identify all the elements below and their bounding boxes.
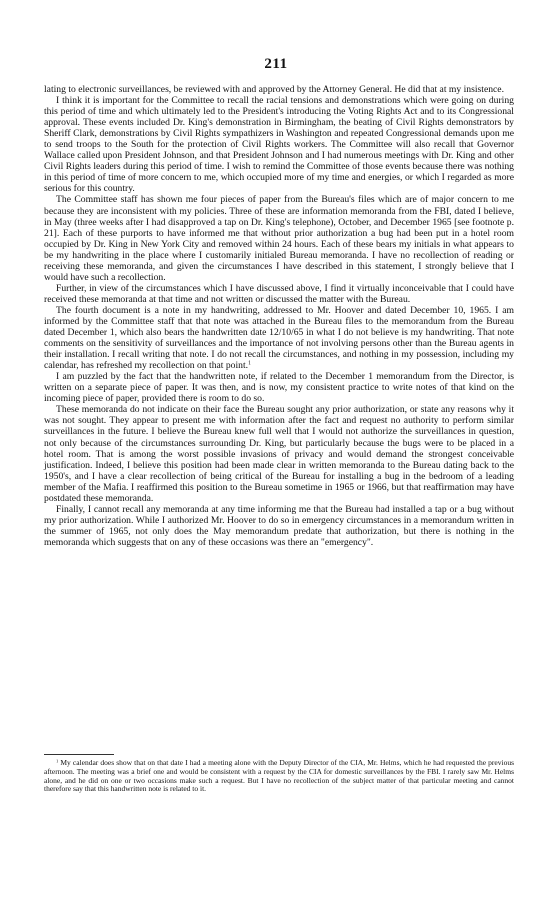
paragraph-8: Finally, I cannot recall any memoranda at any time informing me that the Bureau had installed a tap or a bug without my prior authorization. While I authorized Mr. Hoover to do so in emergency circumstances in a memorandum written in the summer of 1965, not only does the May memorandum predate that authorization, but there is nothing in the memoranda which suggests that on any of these occasions was there an "emergency". — [44, 503, 514, 548]
footnote-marker: 1 — [56, 758, 59, 764]
paragraph-4: Further, in view of the circumstances which I have discussed above, I find it virtually inconceivable that I could have received these memoranda at that time and not written or discussed the matter with the Bureau. — [44, 282, 514, 305]
paragraph-5 — [44, 305, 514, 371]
paragraph-6: I am puzzled by the fact that the handwritten note, if related to the December 1 memorandum from the Director, is written on a separate piece of paper. It was then, and is now, my consistent practice to write notes of that kind on the incoming piece of paper, provided there is room to do so. — [44, 371, 514, 405]
paragraph-2: I think it is important for the Committee to recall the racial tensions and demonstrations which were going on during this period of time and which ultimately led to the President's introducing the Voting Rights Act and to its Congressional approval. These events included Dr. King's demonstration in Birmingham, the beating of Civil Rights demonstrators by Sheriff Clark, demonstrations by Civil Rights sympathizers in Washington and repeated Congressional demands upon me to send troops to the South for the protection of Civil Rights workers. The Committee will also recall that Governor Wallace called upon President Johnson, and that President Johnson and I had numerous meetings with Dr. King and other Civil Rights leaders during this period of time. I wish to remind the Committee of those events because there was nothing in this period of time of more concern to me, which occupied more of my time and energies, or which I regarded as more serious for this country. — [44, 95, 514, 195]
footnote — [44, 759, 514, 794]
paragraph-3: The Committee staff has shown me four pieces of paper from the Bureau's files which are of major concern to me because they are inconsistent with my policies. Three of these are information memoranda from the FBI, dated I believe, in May (three weeks after I had disapproved a tap on Dr. King's telephone), October, and December 1965 [see footnote p. 21]. Each of these purports to have informed me that without prior authorization a bug had been put in a hotel room occupied by Dr. King in New York City and removed within 24 hours. Each of these bears my initials in what appears to be my handwriting in the place where I customarily initialed Bureau memoranda. I have no recollection of reading or receiving these memoranda, and given the circumstances I have described in this statement, I strongly believe that I would have such a recollection. — [44, 194, 514, 283]
body-text — [44, 84, 514, 548]
footnote-text: My calendar does show that on that date I had a meeting alone with the Deputy Director of the CIA, Mr. Helms, which he had requested the previous afternoon. The meeting was a brief one and would be consistent with a request by the CIA for domestic surveillances by the FBI. I rarely saw Mr. Helms alone, and he did on one or two occasions make such a request. But I have no recollection of the subject matter of that particular meeting and cannot therefore say that this handwritten note is related to it. — [44, 758, 515, 794]
footnote-reference[interactable]: 1 — [248, 360, 251, 367]
paragraph-5-text: The fourth document is a note in my handwriting, addressed to Mr. Hoover and dated December 10, 1965. I am informed by the Committee staff that that note was attached in the Bureau files to the memorandum from the Bureau dated December 1, which also bears the handwritten date 12/10/65 in what I do not believe is my handwriting. That note comments on the sensitivity of surveillances and the importance of not involving persons other than the Bureau agents in their installation. I recall writing that note. I do not recall the circumstances, and nothing in my possession, including my calendar, has refreshed my recollection on that point. — [44, 304, 514, 372]
paragraph-1: lating to electronic surveillances, be reviewed with and approved by the Attorney General. He did that at my insistence. — [44, 84, 504, 95]
paragraph-7: These memoranda do not indicate on their face the Bureau sought any prior authorization, or state any reasons why it was not sought. They appear to present me with information after the fact and request no authority to perform similar surveillances in the future. I believe the Bureau knew full well that I would not authorize the surveillances in question, not only because of the circumstances surrounding Dr. King, but particularly because the bugs were to be placed in a hotel room. That is among the worst possible invasions of privacy and would demand the strongest conceivable justification. Indeed, I believe this position had been made clear in written memoranda to the Bureau dating back to the 1950's, and I have a clear recollection of being critical of the Bureau for installing a bug in the bedroom of a leading member of the Mafia. I reaffirmed this position to the Bureau sometime in 1965 or 1966, but that reaffirmation may have postdated these memoranda. — [44, 404, 514, 504]
page-number: 211 — [264, 56, 288, 72]
footnote-divider — [44, 754, 114, 755]
